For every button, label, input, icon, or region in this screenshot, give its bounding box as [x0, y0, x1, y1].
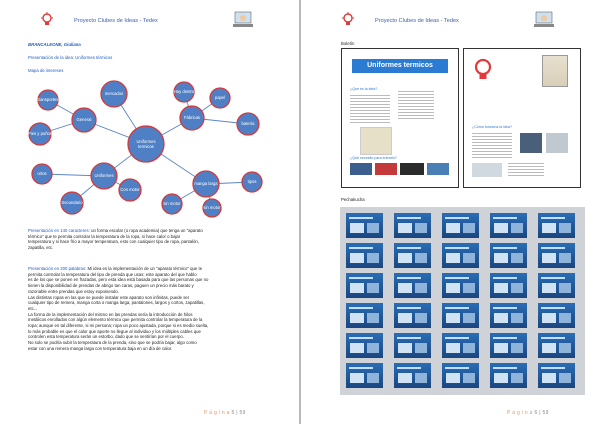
- boletin-label: Boletín: [341, 41, 355, 46]
- lightbulb-icon: [472, 57, 494, 83]
- pechakucha-slide: [394, 213, 431, 238]
- pechakucha-slide: [538, 273, 575, 298]
- mindmap-node: manga larga: [194, 181, 218, 186]
- pechakucha-slide: [490, 243, 527, 268]
- map-label: Mapa de intereses: [28, 68, 64, 73]
- pechakucha-slide: [538, 333, 575, 358]
- pechakucha-slide: [394, 243, 431, 268]
- computer-user-icon: [230, 10, 256, 30]
- mindmap-node: tipos: [247, 179, 257, 184]
- pechakucha-slide: [346, 363, 383, 388]
- poster-title: Uniformes termicos: [352, 59, 448, 73]
- page-number: P á g i n a 6 | 59: [507, 410, 549, 416]
- pechakucha-slide: [346, 213, 383, 238]
- author-name: BRANCALEONE, Giuliana: [28, 42, 81, 47]
- school-crest: [542, 55, 568, 87]
- computer-user-icon: [531, 10, 557, 30]
- mindmap-node: Secundario: [61, 200, 83, 205]
- pechakucha-slide: [538, 213, 575, 238]
- pechakucha-slide: [490, 213, 527, 238]
- pechakucha-slide: [490, 273, 527, 298]
- pechakucha-slide: [346, 303, 383, 328]
- pechakucha-slide: [538, 243, 575, 268]
- mindmap-node: batería: [241, 121, 255, 126]
- mindmap-node: General: [76, 117, 92, 122]
- header-title: Proyecto Clubes de Ideas - Tedex: [375, 18, 459, 24]
- poster2-question: ¿Cómo funciona la idea?: [472, 125, 512, 129]
- mindmap-node: transportes: [37, 97, 59, 102]
- mindmap-node: Uniformes: [94, 173, 114, 178]
- pechakucha-slide: [394, 333, 431, 358]
- pechakucha-slide: [442, 303, 479, 328]
- mindmap-node: Hay dentro: [173, 89, 195, 94]
- pechakucha-slide: [442, 213, 479, 238]
- page-header: [341, 10, 561, 32]
- mind-map: [22, 78, 272, 218]
- pechakucha-slide: [538, 363, 575, 388]
- mindmap-node: sin motor: [163, 201, 181, 206]
- pechakucha-slide: [394, 273, 431, 298]
- idea-presentation-line: Presentación de la idea: Uniformes térmicos: [28, 55, 113, 60]
- pechakucha-slide: [394, 303, 431, 328]
- mindmap-node: mercados: [104, 91, 124, 96]
- pechakucha-slide: [490, 363, 527, 388]
- poster-subtitle: ¿Que es la idea?: [350, 87, 378, 91]
- mindmap-node: ortos: [37, 171, 47, 176]
- svg-text:termicos: termicos: [138, 144, 154, 149]
- mindmap-node: sin motor: [203, 205, 221, 210]
- pechakucha-slide: [346, 333, 383, 358]
- pechakucha-slide: [538, 303, 575, 328]
- mindmap-node: Pies y puños: [28, 131, 52, 136]
- left-page: [0, 0, 299, 424]
- pechakucha-slide: [346, 243, 383, 268]
- pechakucha-slide: [442, 243, 479, 268]
- mindmap-node: Con motor: [120, 187, 140, 192]
- newsletter-poster-2: [463, 48, 581, 188]
- poster-question: ¿Qué necesito para entrarlo?: [350, 156, 397, 160]
- page-number: P á g i n a 5 | 59: [204, 410, 246, 416]
- header-title: Proyecto Clubes de Ideas - Tedex: [74, 18, 158, 24]
- newsletter-poster-1: [341, 48, 459, 188]
- pechakucha-slide: [490, 303, 527, 328]
- pechakucha-slide: [346, 273, 383, 298]
- mindmap-node: papel: [214, 95, 226, 100]
- presentation-200: Presentación en 200 palabras: Mi idea es la implementación de un "aparato térmico" que te permita controlar la temperatura del tipo de prenda que usas; este aparato del que hablo es de los que se ponen en frazadas, pero esta idea está basada para que las personas que no tienen la disponibilidad de prendas de abrigo tan caras, paguen un precio más barato y razonable entre prendas que estoy exponiendo. Las distintas ropas en las que se puede instalar este aparato son infinitas, puede ser cualquier tipo de remera, manga corta o manga larga, pantalones, largos y cortos, zapatillas, etc... La forma de la implementación del mismo en las prendas sería la introducción de hilos metálicos enrollados con algún elemento térmico que permita controlar la temperatura de la ropa; aunque en tal diferente, si mi persona; ropa un poco ajustada, porque si es medio suelta, lo más probable es que el calor que aporte no llegue al individuo y los múltiples cables que controlen esta temperatura serán un estorbo, dado que se sentirían por el cuerpo. No solo se podría subir la temperatura de la prenda, sino que se podría bajar, algo como estar con una remera manga larga con temperatura baja en un día de calor.: [28, 266, 209, 351]
- pechakucha-label: Pechakucha: [341, 197, 365, 202]
- pechakucha-slide: [394, 363, 431, 388]
- mindmap-node: Fábricas: [183, 115, 201, 120]
- presentation-140: Presentación en 140 caracteres: un forma escolar (o ropa academia) que tenga un "aparato térmico" que te permita controlar la temperatura de la ropa, si hace calor o bajar temperatura y si hace frío a mayor temperatura, esto con cualquier tipo de ropa, pantalón, zapatilla, etc.: [28, 228, 203, 251]
- pechakucha-slide: [442, 333, 479, 358]
- pechakucha-slides: [340, 207, 585, 395]
- lightbulb-icon: [341, 12, 355, 28]
- page-header: [40, 10, 260, 32]
- right-page: [301, 0, 600, 424]
- pechakucha-slide: [490, 333, 527, 358]
- mindmap-center: Uniformes: [136, 139, 156, 144]
- lightbulb-icon: [40, 12, 54, 28]
- pechakucha-slide: [442, 363, 479, 388]
- pechakucha-slide: [442, 273, 479, 298]
